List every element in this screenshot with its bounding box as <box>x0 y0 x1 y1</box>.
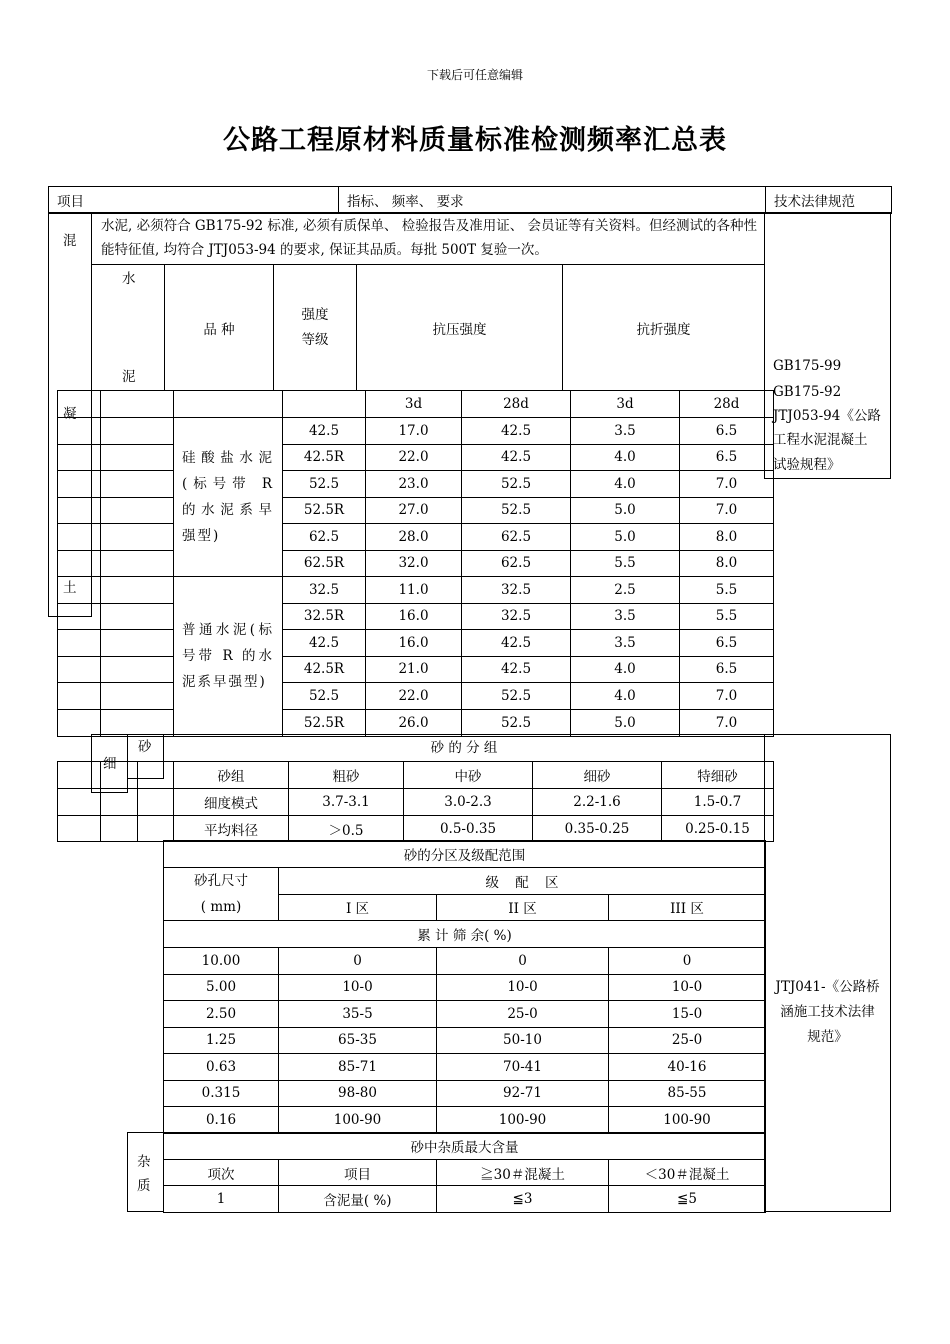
cement-cell: 27.0 <box>366 497 462 524</box>
cement-cell: 52.5 <box>462 709 571 736</box>
cement-blank <box>101 550 174 577</box>
sand-norms-1: JTJ041-《公路桥 <box>775 979 880 995</box>
cement-cell: 7.0 <box>680 497 774 524</box>
cement-blank <box>58 444 101 471</box>
sand-group-table <box>57 761 774 842</box>
age-3d-compress: 3d <box>366 391 462 418</box>
cement-cell: 52.5 <box>462 497 571 524</box>
sieve-label-2: ( mm) <box>200 899 242 915</box>
cement-sub-char-1: 水 <box>122 271 136 287</box>
cement-cat-char-3: 土 <box>63 580 77 596</box>
grading-cell: 85-71 <box>279 1054 437 1081</box>
cement-cell: 4.0 <box>571 444 680 471</box>
col-grade-line-2: 等级 <box>301 331 329 348</box>
cement-blank <box>101 497 174 524</box>
cement-row <box>58 444 774 471</box>
impurity-row-0: 1 <box>164 1186 279 1213</box>
cement-cat-char-2: 凝 <box>63 406 77 422</box>
avg-size-3: 0.35-0.25 <box>533 816 662 842</box>
grading-cell: 0.16 <box>164 1107 279 1134</box>
grading-row <box>164 1027 766 1054</box>
cement-cell: 32.0 <box>366 550 462 577</box>
cement-cell: 6.5 <box>680 630 774 657</box>
sand-blank <box>58 789 101 816</box>
cement-cell: 16.0 <box>366 603 462 630</box>
cement-cell: 4.0 <box>571 656 680 683</box>
cement-cell: 11.0 <box>366 577 462 604</box>
cement-blank <box>174 391 283 418</box>
sand-group-title: 砂 的 分 组 <box>430 740 498 756</box>
grading-cell: 10-0 <box>609 974 766 1001</box>
grading-cell: 0 <box>437 948 609 975</box>
cement-blank <box>101 471 174 498</box>
cement-blank <box>101 444 174 471</box>
grading-cell: 50-10 <box>437 1027 609 1054</box>
cement-row <box>58 497 774 524</box>
cement-cell: 7.0 <box>680 709 774 736</box>
cement-blank <box>58 656 101 683</box>
cement-requirement-text: 水泥, 必须符合 GB175-92 标准, 必须有质保单、 检验报告及准用证、 会员证等有关资料。但经测试的各种性能特征值, 均符合 JTJ053-94 的要求, 保证其品质。每批 500T 复验一次。 <box>101 218 758 258</box>
sand-blank <box>138 816 174 842</box>
fineness-1: 3.7-3.1 <box>289 789 404 816</box>
cement-blank <box>58 471 101 498</box>
cement-cell: 42.5R <box>283 656 366 683</box>
cement-row <box>58 418 774 445</box>
zone-2: II 区 <box>437 894 609 921</box>
cement-blank <box>101 709 174 736</box>
grading-row <box>164 948 766 975</box>
sand-blank <box>58 816 101 842</box>
cement-blank <box>101 630 174 657</box>
cement-norms-5: 试验规程》 <box>773 457 841 473</box>
cement-header-table <box>91 264 765 391</box>
cement-cell: 28.0 <box>366 524 462 551</box>
zone-3: III 区 <box>609 894 766 921</box>
sand-blank <box>101 816 138 842</box>
sand-group-header-3: 细砂 <box>533 762 662 789</box>
sand-blank <box>58 762 101 789</box>
cement-blank <box>101 577 174 604</box>
cement-cell: 7.0 <box>680 683 774 710</box>
grading-cell: 92-71 <box>437 1080 609 1107</box>
cement-cell: 42.5 <box>462 418 571 445</box>
sieve-label-1: 砂孔尺寸 <box>194 873 248 889</box>
sand-blank <box>138 789 174 816</box>
cement-cell: 4.0 <box>571 683 680 710</box>
cement-row <box>58 524 774 551</box>
grading-cell: 10.00 <box>164 948 279 975</box>
age-28d-flex: 28d <box>680 391 774 418</box>
grading-row <box>164 1001 766 1028</box>
cement-cell: 5.0 <box>571 709 680 736</box>
grading-cell: 10-0 <box>279 974 437 1001</box>
sand-norms-2: 涵施工技术法律 <box>780 1004 875 1020</box>
cement-cell: 17.0 <box>366 418 462 445</box>
grading-cell: 10-0 <box>437 974 609 1001</box>
cement-cell: 21.0 <box>366 656 462 683</box>
grading-row <box>164 1080 766 1107</box>
cement-norms-2: GB175-92 <box>773 384 842 400</box>
sand-group-header-2: 中砂 <box>404 762 533 789</box>
sand-group-header-4: 特细砂 <box>662 762 774 789</box>
cement-cell: 42.5 <box>283 630 366 657</box>
sand-blank <box>101 789 138 816</box>
cement-cell: 62.5 <box>462 524 571 551</box>
cement-cell: 32.5R <box>283 603 366 630</box>
cement-cell: 6.5 <box>680 444 774 471</box>
impurity-header-0: 项次 <box>164 1160 279 1186</box>
col-variety: 品 种 <box>165 265 274 391</box>
impurity-header-3: ＜30＃混凝土 <box>609 1160 766 1186</box>
cement-blank <box>58 550 101 577</box>
fineness-2: 3.0-2.3 <box>404 789 533 816</box>
cement-cell: 5.0 <box>571 497 680 524</box>
grading-cell: 0 <box>609 948 766 975</box>
cement-cell: 2.5 <box>571 577 680 604</box>
grading-cell: 40-16 <box>609 1054 766 1081</box>
sieve-label <box>164 868 279 921</box>
cement-cell: 52.5 <box>462 683 571 710</box>
cement-blank <box>58 603 101 630</box>
cement-cell: 3.5 <box>571 603 680 630</box>
cement-norms-3: JTJ053-94《公路 <box>773 408 881 424</box>
grading-cell: 65-35 <box>279 1027 437 1054</box>
cement-cell: 5.5 <box>571 550 680 577</box>
cement-cell: 5.0 <box>571 524 680 551</box>
cement-cell: 23.0 <box>366 471 462 498</box>
sand-group-header-1: 粗砂 <box>289 762 404 789</box>
grading-cell: 98-80 <box>279 1080 437 1107</box>
cement-blank <box>58 709 101 736</box>
cement-cell: 52.5 <box>283 683 366 710</box>
cement-row <box>58 709 774 736</box>
col-grade-line-1: 强度 <box>301 306 329 323</box>
cement-cell: 26.0 <box>366 709 462 736</box>
cement-cat-char-1: 混 <box>63 233 77 249</box>
sand-group-header-0: 砂组 <box>174 762 289 789</box>
cement-row <box>58 683 774 710</box>
cement-row <box>58 471 774 498</box>
cement-blank <box>58 391 101 418</box>
residue-label: 累 计 筛 余( %) <box>164 921 766 948</box>
impurity-row-1: 含泥量( %) <box>279 1186 437 1213</box>
cement-cell: 8.0 <box>680 550 774 577</box>
grading-cell: 100-90 <box>609 1107 766 1134</box>
cement-norms-4: 工程水泥混凝土 <box>773 432 868 448</box>
cement-blank <box>101 418 174 445</box>
sand-grading-table <box>163 840 766 1134</box>
cement-cell: 62.5 <box>283 524 366 551</box>
cement-cell: 4.0 <box>571 471 680 498</box>
sand-blank <box>101 762 138 789</box>
cement-cell: 62.5R <box>283 550 366 577</box>
cement-cell: 8.0 <box>680 524 774 551</box>
cement-cell: 3.5 <box>571 630 680 657</box>
grading-cell: 100-90 <box>279 1107 437 1134</box>
cement-norms-1: GB175-99 <box>773 358 842 374</box>
sand-norms-box <box>764 734 891 1212</box>
grading-cell: 0 <box>279 948 437 975</box>
header-norms: 技术法律规范 <box>766 187 892 214</box>
grading-row <box>164 1054 766 1081</box>
cement-cell: 62.5 <box>462 550 571 577</box>
fineness-0: 细度模式 <box>174 789 289 816</box>
cement-cell: 7.0 <box>680 471 774 498</box>
fineness-4: 1.5-0.7 <box>662 789 774 816</box>
avg-size-0: 平均料径 <box>174 816 289 842</box>
cement-row <box>58 577 774 604</box>
cement-cell: 32.5 <box>462 603 571 630</box>
avg-size-2: 0.5-0.35 <box>404 816 533 842</box>
impurity-row-2: ≦3 <box>437 1186 609 1213</box>
sand-sand-char: 砂 <box>138 739 152 755</box>
cement-cell: 5.5 <box>680 603 774 630</box>
grading-cell: 85-55 <box>609 1080 766 1107</box>
cement-cell: 42.5 <box>283 418 366 445</box>
sand-blank <box>138 762 174 789</box>
cement-blank <box>101 656 174 683</box>
cement-blank <box>101 524 174 551</box>
grading-cell: 2.50 <box>164 1001 279 1028</box>
cement-cell: 32.5 <box>283 577 366 604</box>
page-title: 公路工程原材料质量标准检测频率汇总表 <box>223 125 727 156</box>
cement-blank <box>58 497 101 524</box>
cement-sub-cell <box>92 265 165 391</box>
grading-cell: 25-0 <box>609 1027 766 1054</box>
grading-row <box>164 974 766 1001</box>
impurity-header-1: 项目 <box>279 1160 437 1186</box>
cement-row <box>58 630 774 657</box>
impurity-char-1: 杂 <box>137 1154 151 1170</box>
impurity-table <box>163 1132 766 1213</box>
cement-cell: 5.5 <box>680 577 774 604</box>
header-table <box>48 186 892 214</box>
header-indicators: 指标、 频率、 要求 <box>339 187 766 214</box>
avg-size-1: ＞0.5 <box>289 816 404 842</box>
impurity-row-3: ≦5 <box>609 1186 766 1213</box>
cement-cell: 42.5 <box>462 656 571 683</box>
cement-sub-char-2: 泥 <box>122 369 136 385</box>
sand-norms-3: 规范》 <box>807 1029 848 1045</box>
cement-blank <box>101 391 174 418</box>
cement-cell: 52.5R <box>283 497 366 524</box>
cement-blank <box>58 577 101 604</box>
cement-cell: 16.0 <box>366 630 462 657</box>
cement-cell: 42.5 <box>462 630 571 657</box>
cement-cell: 52.5 <box>462 471 571 498</box>
cement-blank <box>58 524 101 551</box>
fineness-3: 2.2-1.6 <box>533 789 662 816</box>
age-3d-flex: 3d <box>571 391 680 418</box>
grading-cell: 100-90 <box>437 1107 609 1134</box>
age-28d-compress: 28d <box>462 391 571 418</box>
header-project: 项目 <box>49 187 339 214</box>
cement-group-silicate: 硅酸盐水泥(标号带 R 的水泥系早强型) <box>174 418 283 577</box>
cement-cell: 42.5 <box>462 444 571 471</box>
impurity-header-2: ≧30＃混凝土 <box>437 1160 609 1186</box>
cement-row <box>58 603 774 630</box>
zone-title: 砂的分区及级配范围 <box>164 841 766 868</box>
cement-group-ordinary: 普通水泥(标号带 R 的水泥系早强型) <box>174 577 283 737</box>
cement-row <box>58 656 774 683</box>
sand-fine-char: 细 <box>103 756 117 772</box>
grading-cell: 35-5 <box>279 1001 437 1028</box>
cement-cell: 52.5 <box>283 471 366 498</box>
top-note: 下载后可任意编辑 <box>426 68 523 82</box>
grading-cell: 0.63 <box>164 1054 279 1081</box>
cement-cell: 32.5 <box>462 577 571 604</box>
cement-row <box>58 550 774 577</box>
grading-cell: 25-0 <box>437 1001 609 1028</box>
impurity-char-2: 质 <box>137 1178 151 1194</box>
grading-cell: 5.00 <box>164 974 279 1001</box>
grading-cell: 1.25 <box>164 1027 279 1054</box>
col-compress: 抗压强度 <box>357 265 563 391</box>
cement-strength-table <box>57 390 774 737</box>
cement-blank <box>58 630 101 657</box>
cement-cell: 3.5 <box>571 418 680 445</box>
cement-cell: 42.5R <box>283 444 366 471</box>
col-flex: 抗折强度 <box>563 265 765 391</box>
grading-cell: 0.315 <box>164 1080 279 1107</box>
cement-cell: 22.0 <box>366 444 462 471</box>
grading-label: 级 配 区 <box>279 868 766 895</box>
grading-cell: 15-0 <box>609 1001 766 1028</box>
cement-cell: 22.0 <box>366 683 462 710</box>
cement-blank <box>58 418 101 445</box>
cement-blank <box>283 391 366 418</box>
cement-blank <box>101 683 174 710</box>
cement-blank <box>58 683 101 710</box>
cement-cell: 6.5 <box>680 656 774 683</box>
avg-size-4: 0.25-0.15 <box>662 816 774 842</box>
cement-cell: 52.5R <box>283 709 366 736</box>
impurity-title: 砂中杂质最大含量 <box>164 1133 766 1160</box>
grading-cell: 70-41 <box>437 1054 609 1081</box>
col-grade <box>274 265 357 391</box>
cement-blank <box>101 603 174 630</box>
cement-cell: 6.5 <box>680 418 774 445</box>
grading-row <box>164 1107 766 1134</box>
zone-1: I 区 <box>279 894 437 921</box>
